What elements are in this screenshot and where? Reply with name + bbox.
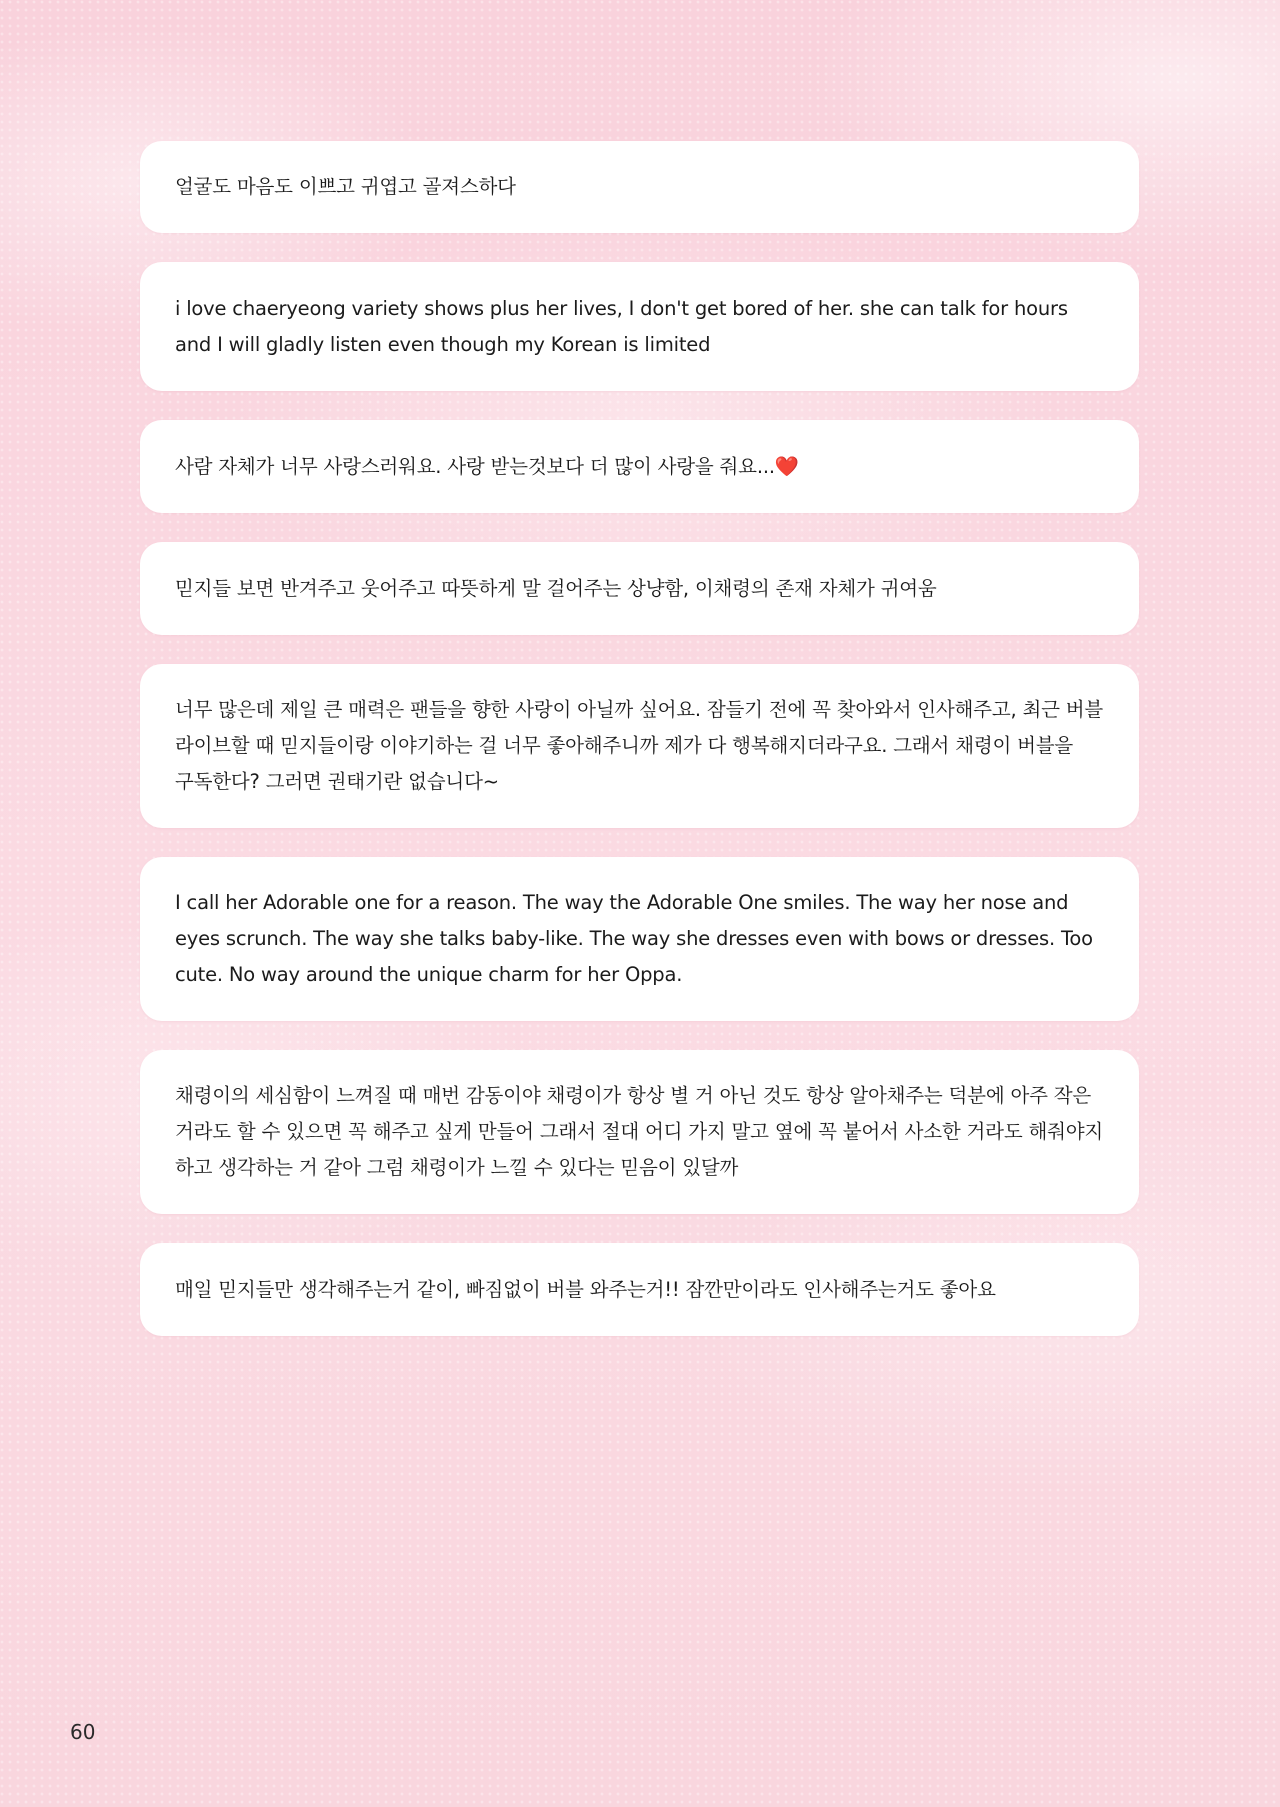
message-text: 믿지들 보면 반겨주고 웃어주고 따뜻하게 말 걸어주는 상냥함, 이채령의 존재 자체가 귀여움: [175, 576, 937, 600]
message-text: 너무 많은데 제일 큰 매력은 팬들을 향한 사랑이 아닐까 싶어요. 잠들기 전에 꼭 찾아와서 인사해주고, 최근 버블 라이브할 때 믿지들이랑 이야기하는 걸 너무 좋아해주니까 제가 다 행복해지더라구요. 그래서 채령이 버블을 구독한다? 그러면 권태기란 없습니다~: [175, 698, 1104, 793]
message-card: [140, 262, 1139, 391]
message-text: 매일 믿지들만 생각해주는거 같이, 빠짐없이 버블 와주는거!! 잠깐만이라도 인사해주는거도 좋아요: [175, 1277, 996, 1301]
message-text: 얼굴도 마음도 이쁘고 귀엽고 골져스하다: [175, 175, 516, 198]
message-card: [140, 664, 1139, 828]
message-card: [140, 141, 1139, 233]
message-card-list: [140, 141, 1139, 1365]
message-card: [140, 542, 1139, 635]
message-card: [140, 1243, 1139, 1336]
message-text: 사람 자체가 너무 사랑스러워요. 사랑 받는것보다 더 많이 사랑을 줘요...❤️: [175, 454, 799, 478]
message-card: [140, 420, 1139, 513]
page-number: 60: [70, 1720, 96, 1744]
message-card: [140, 857, 1139, 1021]
message-card: [140, 1050, 1139, 1214]
message-text: i love chaeryeong variety shows plus her lives, I don't get bored of her. she can talk for hours and I will gladly listen even though my Korean is limited: [175, 296, 1068, 356]
message-text: 채령이의 세심함이 느껴질 때 매번 감동이야 채령이가 항상 별 거 아닌 것도 항상 알아채주는 덕분에 아주 작은 거라도 할 수 있으면 꼭 해주고 싶게 만들어 그래서 절대 어디 가지 말고 옆에 꼭 붙어서 사소한 거라도 해줘야지 하고 생각하는 거 같아 그럼 채령이가 느낄 수 있다는 믿음이 있달까: [175, 1084, 1104, 1179]
message-text: I call her Adorable one for a reason. The way the Adorable One smiles. The way her nose and eyes scrunch. The way she talks baby-like. The way she dresses even with bows or dresses. Too cute. No way around the unique charm for her Oppa.: [175, 891, 1093, 986]
